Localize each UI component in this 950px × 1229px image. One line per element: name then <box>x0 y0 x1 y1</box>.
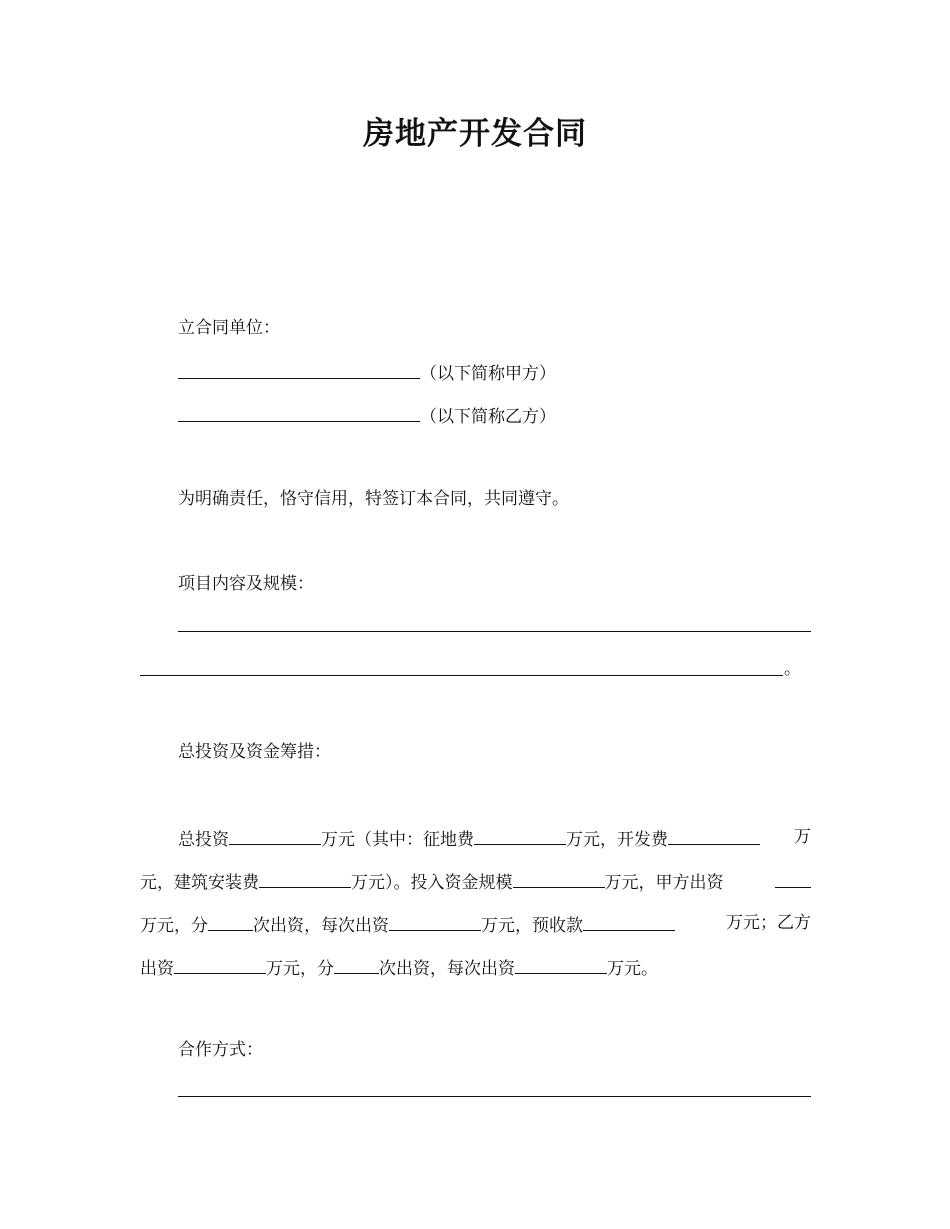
project-heading: 项目内容及规模： <box>178 574 314 594</box>
inv-l2-a: 元，建筑安装费 <box>140 873 259 893</box>
funds-scale-blank[interactable] <box>513 868 605 888</box>
construction-fee-blank[interactable] <box>259 868 351 888</box>
party-b-each-installment-blank[interactable] <box>515 954 607 974</box>
investment-line-3 <box>140 911 811 938</box>
inv-l1-d: 万 <box>794 827 811 847</box>
party-b-contribution-blank[interactable] <box>174 954 266 974</box>
inv-l2-c: 万元，甲方出资 <box>604 873 724 893</box>
party-a-row <box>178 359 850 386</box>
project-end-mark: 。 <box>784 659 801 679</box>
inv-l4-c: 次出资，每次出资 <box>379 959 515 979</box>
party-a-each-installment-blank[interactable] <box>389 911 481 931</box>
inv-l3-a: 万元，分 <box>140 916 208 936</box>
party-b-row <box>178 402 850 429</box>
inv-l4-d: 万元。 <box>607 959 658 979</box>
cooperation-blank-line[interactable] <box>178 1096 811 1097</box>
party-b-installments-blank[interactable] <box>334 954 379 974</box>
investment-line-2 <box>140 868 811 895</box>
project-blank-line-1[interactable] <box>178 631 811 632</box>
investment-line-4 <box>140 954 812 981</box>
inv-l1-b: 万元（其中：征地费 <box>321 830 474 850</box>
document-title: 房地产开发合同 <box>363 116 587 152</box>
party-a-blank[interactable] <box>178 359 420 379</box>
inv-l1-c: 万元，开发费 <box>566 830 668 850</box>
inv-l2-b: 万元）。投入资金规模 <box>351 873 513 893</box>
party-b-blank[interactable] <box>178 402 420 422</box>
party-a-contribution-blank[interactable] <box>775 868 811 888</box>
project-blank-line-2[interactable] <box>140 675 783 676</box>
development-fee-blank[interactable] <box>668 825 760 845</box>
inv-l4-b: 万元，分 <box>266 959 334 979</box>
parties-label: 立合同单位： <box>178 318 280 338</box>
inv-l4-a: 出资 <box>140 959 174 979</box>
land-fee-blank[interactable] <box>474 825 566 845</box>
investment-heading: 总投资及资金筹措： <box>178 742 331 762</box>
party-b-suffix: （以下简称乙方） <box>420 407 556 427</box>
party-a-installments-blank[interactable] <box>208 911 253 931</box>
advance-payment-blank[interactable] <box>583 911 675 931</box>
inv-l3-c: 万元，预收款 <box>481 916 583 936</box>
party-a-suffix: （以下简称甲方） <box>420 364 556 384</box>
cooperation-heading: 合作方式： <box>178 1040 263 1060</box>
investment-line-1 <box>178 825 811 852</box>
inv-l1-a: 总投资 <box>178 830 229 850</box>
total-investment-blank[interactable] <box>229 825 321 845</box>
intro-text: 为明确责任，恪守信用，特签订本合同，共同遵守。 <box>178 489 569 509</box>
inv-l3-d: 万元；乙方 <box>726 913 811 933</box>
inv-l3-b: 次出资，每次出资 <box>253 916 389 936</box>
